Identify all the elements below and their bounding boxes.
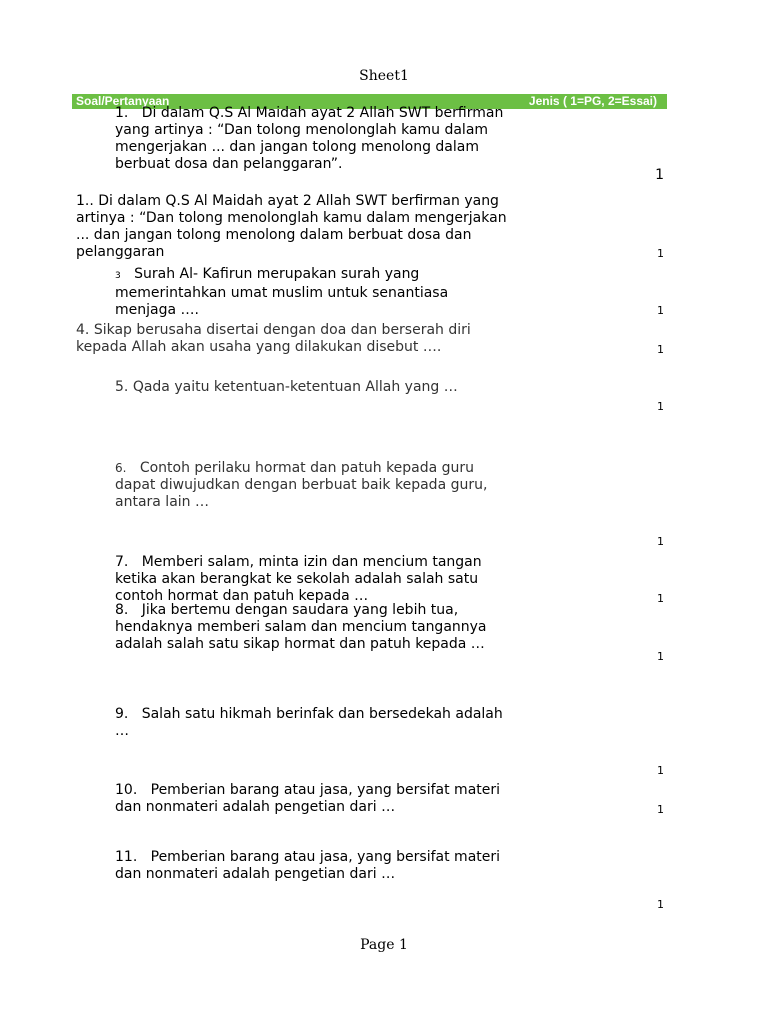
question-type: 1 <box>657 764 664 777</box>
question-column-header: Soal/Pertanyaan <box>76 94 170 108</box>
question-9 <box>115 706 505 740</box>
question-type: 1 <box>657 400 664 413</box>
question-text: Pemberian barang atau jasa, yang bersifat materi dan nonmateri adalah pengetian dari … <box>115 782 501 815</box>
page-footer: Page 1 <box>360 937 408 953</box>
question-text: Qada yaitu ketentuan-ketentuan Allah yang … <box>132 379 458 395</box>
question-5 <box>115 379 535 396</box>
type-column-header: Jenis ( 1=PG, 2=Essai) <box>528 94 657 108</box>
question-4 <box>76 322 526 356</box>
question-type: 1 <box>657 247 664 260</box>
question-number: 5. <box>115 379 129 395</box>
question-1 <box>115 105 515 173</box>
question-text: Contoh perilaku hormat dan patuh kepada guru dapat diwujudkan dengan berbuat baik kepada guru, antara lain … <box>115 460 488 510</box>
question-text: Memberi salam, minta izin dan mencium tangan ketika akan berangkat ke sekolah adalah salah satu contoh hormat dan patuh kepada … <box>115 554 482 604</box>
question-type: 1 <box>657 803 664 816</box>
question-2 <box>76 193 516 261</box>
sheet-title: Sheet1 <box>359 68 409 84</box>
question-8 <box>115 602 505 653</box>
question-3 <box>115 266 505 319</box>
question-type: 1 <box>657 898 664 911</box>
question-text: Salah satu hikmah berinfak dan bersedekah adalah … <box>115 706 503 739</box>
question-number: 8. <box>115 602 129 618</box>
question-text: Di dalam Q.S Al Maidah ayat 2 Allah SWT berfirman yang artinya : “Dan tolong menolonglah kamu dalam mengerjakan ... dan jangan tolong menolong dalam berbuat dosa dan pelanggaran <box>76 193 507 260</box>
question-text: Jika bertemu dengan saudara yang lebih tua, hendaknya memberi salam dan mencium tangannya adalah salah satu sikap hormat dan patuh kepada … <box>115 602 487 652</box>
question-text: Surah Al- Kafirun merupakan surah yang memerintahkan umat muslim untuk senantiasa menjaga …. <box>115 266 449 318</box>
question-text: Pemberian barang atau jasa, yang bersifat materi dan nonmateri adalah pengetian dari … <box>115 849 501 882</box>
question-7 <box>115 554 505 605</box>
question-type: 1 <box>657 535 664 548</box>
question-type: 1 <box>657 343 664 356</box>
question-number: 3 <box>115 271 121 281</box>
question-number: 1.. <box>76 193 94 209</box>
question-number: 11. <box>115 849 138 865</box>
question-10 <box>115 782 505 816</box>
question-number: 4. <box>76 322 90 338</box>
question-type: 1 <box>657 304 664 317</box>
question-type: 1 <box>657 592 664 605</box>
question-number: 10. <box>115 782 138 798</box>
question-text: Sikap berusaha disertai dengan doa dan berserah diri kepada Allah akan usaha yang dilakukan disebut …. <box>76 322 471 355</box>
question-6 <box>115 460 515 511</box>
question-number: 6. <box>115 461 127 475</box>
question-number: 7. <box>115 554 129 570</box>
question-number: 9. <box>115 706 129 722</box>
question-type: 1 <box>655 167 664 183</box>
question-number: 1. <box>115 105 129 121</box>
question-text: Di dalam Q.S Al Maidah ayat 2 Allah SWT berfirman yang artinya : “Dan tolong menolonglah kamu dalam mengerjakan ... dan jangan tolong menolong dalam berbuat dosa dan pelanggaran”. <box>115 105 504 172</box>
question-11 <box>115 849 505 883</box>
question-type: 1 <box>657 650 664 663</box>
